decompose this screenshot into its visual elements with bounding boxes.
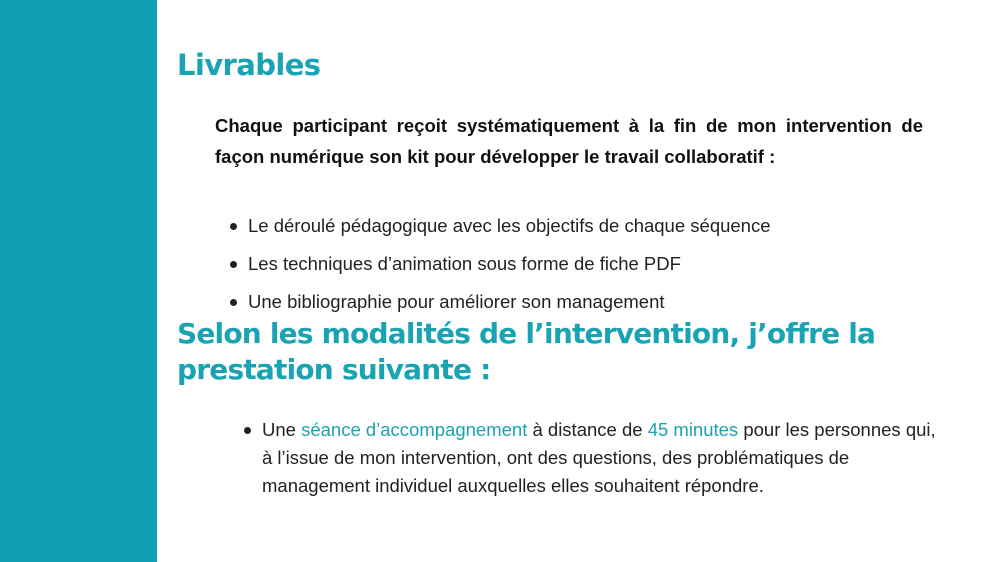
offer-text-2: à distance de: [527, 419, 648, 440]
list-item-text: Le déroulé pédagogique avec les objectifs de chaque séquence: [248, 215, 771, 236]
offer-text-1: Une: [262, 419, 302, 440]
section-subtitle: Selon les modalités de l’intervention, j’offre la prestation suivante :: [177, 317, 876, 386]
offer-text-3: pour les personnes qui, à l’issue de mon intervention, ont des questions, des problématiques de management individuel auxquelles elles souhaitent répondre.: [262, 419, 936, 496]
bullet-icon: [230, 299, 237, 306]
list-item: [230, 250, 771, 288]
bullet-icon: [230, 223, 237, 230]
intro-paragraph: Chaque participant reçoit systématiquement à la fin de mon intervention de façon numérique son kit pour développer le travail collaboratif :: [215, 115, 923, 167]
deliverables-list: [230, 212, 771, 326]
sidebar-band: [0, 0, 157, 562]
list-item-text: Une bibliographie pour améliorer son management: [248, 291, 665, 312]
offer-item: [244, 416, 944, 500]
list-item-text: Les techniques d’animation sous forme de fiche PDF: [248, 253, 681, 274]
bullet-icon: [230, 261, 237, 268]
offer-highlight-duration: 45 minutes: [647, 419, 739, 440]
bullet-icon: [244, 427, 251, 434]
offer-list: [244, 416, 944, 500]
page-title: Livrables: [177, 48, 321, 82]
list-item: [230, 212, 771, 250]
offer-highlight-session: séance d’accompagnement: [301, 419, 528, 440]
